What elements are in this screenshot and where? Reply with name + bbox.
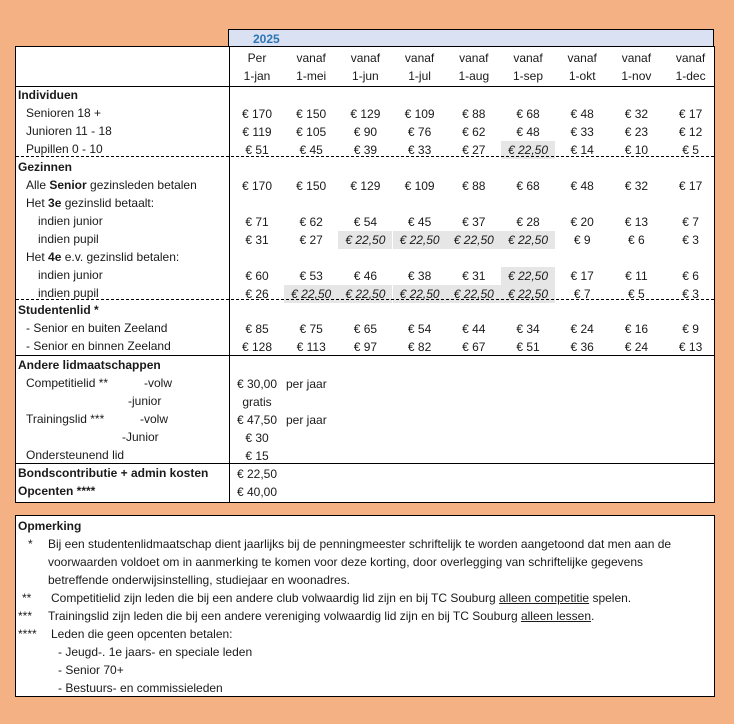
row-label: Pupillen 0 - 10 <box>26 142 103 156</box>
column-header: 1-sep <box>512 69 544 83</box>
label-part: Het <box>26 196 49 210</box>
section-divider <box>16 156 714 157</box>
price-cell: € 76 <box>407 125 432 139</box>
price-cell: € 10 <box>624 143 649 157</box>
label-emphasis: 3e <box>48 196 62 210</box>
price-cell: € 28 <box>516 215 540 229</box>
price-cell: € 170 <box>241 107 273 121</box>
table-row <box>16 195 714 213</box>
row-label <box>26 196 154 210</box>
price-cell: € 128 <box>241 340 273 354</box>
price-cell: € 119 <box>242 125 272 139</box>
row-label: Bondscontributie + admin kosten <box>18 466 209 480</box>
row-label: Junioren 11 - 18 <box>26 124 112 138</box>
price-cell: € 31 <box>245 233 269 247</box>
price-cell: € 32 <box>624 179 649 193</box>
price-cell: € 150 <box>296 107 327 121</box>
price-cell: € 68 <box>516 179 540 193</box>
row-label: Opcenten **** <box>18 484 96 498</box>
price-cell: € 51 <box>516 340 540 354</box>
footnote-marker: *** <box>18 609 33 623</box>
price-cell: € 22,50 <box>501 285 555 303</box>
footnote-emphasis: alleen competitie <box>499 591 590 605</box>
table-row <box>16 285 714 303</box>
price-cell: € 20 <box>570 215 594 229</box>
header-row-top <box>16 49 714 67</box>
section-gezinnen <box>16 159 714 177</box>
price-cell: € 23 <box>624 125 649 139</box>
fee-table <box>15 46 715 503</box>
label-part: Alle <box>26 178 50 192</box>
section-title: Andere lidmaatschappen <box>18 358 161 372</box>
section-studentenlid <box>16 302 714 320</box>
row-label: Competitielid ** <box>26 376 109 390</box>
section-title: Studentenlid * <box>18 303 99 317</box>
column-header: vanaf <box>404 51 435 65</box>
column-header: 1-jun <box>352 69 379 83</box>
column-header: vanaf <box>567 51 597 65</box>
price-cell: € 31 <box>462 269 486 283</box>
section-andere <box>16 357 714 375</box>
row-label <box>26 250 179 264</box>
column-header: vanaf <box>459 51 489 65</box>
row-label: indien junior <box>38 214 103 228</box>
price-cell: € 85 <box>245 322 269 336</box>
price-cell: € 129 <box>350 107 381 121</box>
price-cell: € 27 <box>299 233 323 247</box>
table-row <box>16 411 714 429</box>
price-cell: € 22,50 <box>501 267 555 285</box>
price-cell: € 54 <box>407 322 432 336</box>
table-row <box>16 429 714 447</box>
footnote-text: Bij een studentenlidmaatschap dient jaarlijks bij de penningmeester schriftelijk te worden aangetoond dat men aan de <box>48 537 672 551</box>
column-header: 1-jul <box>408 69 431 83</box>
price-cell: € 11 <box>625 269 648 283</box>
year-label: 2025 <box>253 32 280 46</box>
header-row-bottom <box>16 67 714 85</box>
footnote-text-part: . <box>591 609 595 623</box>
column-header: 1-jan <box>243 69 271 83</box>
price-cell: € 30,00 <box>236 377 278 391</box>
price-cell: € 109 <box>404 179 435 193</box>
price-cell: gratis <box>242 395 272 409</box>
column-header: 1-okt <box>568 69 596 83</box>
table-row <box>16 105 714 123</box>
footnote-marker: **** <box>18 627 37 641</box>
price-cell: € 53 <box>299 269 323 283</box>
price-cell: € 33 <box>570 125 594 139</box>
price-cell: € 88 <box>462 107 486 121</box>
price-cell: € 37 <box>462 215 486 229</box>
footnote-text <box>51 589 631 607</box>
label-part: e.v. gezinslid betalen: <box>61 250 180 264</box>
price-cell: € 60 <box>245 269 269 283</box>
row-label: Trainingslid *** <box>26 412 105 426</box>
label-part: Het <box>26 250 49 264</box>
footnote-emphasis: alleen lessen <box>520 609 592 623</box>
price-cell: € 48 <box>570 179 594 193</box>
price-cell: € 22,50 <box>501 141 555 159</box>
price-cell: € 97 <box>353 340 378 354</box>
price-cell: € 67 <box>462 340 486 354</box>
price-cell: € 46 <box>353 269 378 283</box>
price-cell: € 47,50 <box>236 413 278 427</box>
remarks-title: Opmerking <box>18 519 82 533</box>
price-cell: € 16 <box>624 322 649 336</box>
column-header: vanaf <box>296 51 326 65</box>
footnote-list-item: - Bestuurs- en commissieleden <box>58 681 223 695</box>
row-sublabel: -volw <box>144 376 173 390</box>
price-cell: € 5 <box>628 287 645 301</box>
price-cell: € 17 <box>570 269 594 283</box>
label-part: gezinslid betaalt: <box>61 196 155 210</box>
table-row <box>16 320 714 338</box>
price-cell: € 113 <box>296 340 326 354</box>
column-header: 1-aug <box>458 69 490 83</box>
year-header-cell <box>228 29 714 46</box>
price-cell: € 22,50 <box>338 285 392 303</box>
price-cell: € 22,50 <box>284 285 338 303</box>
row-label <box>26 178 197 192</box>
price-cell: € 17 <box>678 107 703 121</box>
section-title: Gezinnen <box>18 160 73 174</box>
footnote-list-item: - Senior 70+ <box>58 663 124 677</box>
section-divider <box>16 463 714 464</box>
price-cell: € 13 <box>624 215 649 229</box>
price-cell: € 38 <box>407 269 432 283</box>
table-row <box>16 213 714 231</box>
price-cell: € 105 <box>296 125 327 139</box>
label-part: gezinsleden betalen <box>86 178 197 192</box>
label-emphasis: 4e <box>48 250 62 264</box>
table-row <box>16 267 714 285</box>
column-header: Per <box>247 51 267 65</box>
price-cell: € 22,50 <box>447 231 501 249</box>
price-cell: € 34 <box>516 322 540 336</box>
table-row <box>16 483 714 501</box>
price-cell: € 65 <box>353 322 378 336</box>
column-header: 1-dec <box>675 69 706 83</box>
price-cell: € 30 <box>245 431 269 445</box>
row-label: indien junior <box>38 268 103 282</box>
column-header: vanaf <box>350 51 381 65</box>
remarks-box <box>15 515 715 697</box>
column-header: 1-nov <box>621 69 652 83</box>
price-cell: € 150 <box>296 179 327 193</box>
row-label: Senioren 18 + <box>26 106 102 120</box>
row-label: - Senior en buiten Zeeland <box>26 321 168 335</box>
table-row <box>16 338 714 356</box>
price-cell: € 45 <box>407 215 432 229</box>
price-cell: € 22,50 <box>236 467 278 481</box>
price-cell: € 62 <box>299 215 323 229</box>
table-row <box>16 375 714 393</box>
footnote-text: betreffende onderwijsinstelling, studiejaar en woonadres. <box>48 573 350 587</box>
price-cell: € 15 <box>245 449 269 463</box>
price-cell: € 5 <box>682 143 699 157</box>
table-row <box>16 249 714 267</box>
price-cell: € 22,50 <box>393 285 447 303</box>
price-cell: € 17 <box>678 179 703 193</box>
price-cell: € 26 <box>245 287 269 301</box>
price-cell: € 22,50 <box>447 285 501 303</box>
price-cell: € 9 <box>682 322 699 336</box>
price-cell: € 3 <box>682 287 699 301</box>
price-cell: € 7 <box>573 287 591 301</box>
section-title: Individuen <box>18 88 78 102</box>
price-cell: € 45 <box>299 143 323 157</box>
price-cell: € 6 <box>628 233 645 247</box>
price-cell: € 88 <box>462 179 486 193</box>
price-cell: € 22,50 <box>393 231 447 249</box>
row-label: indien pupil <box>38 232 99 246</box>
row-label: - Senior en binnen Zeeland <box>26 339 171 353</box>
label-emphasis: Senior <box>49 178 87 192</box>
price-cell: € 12 <box>678 125 703 139</box>
table-row <box>16 177 714 195</box>
table-row <box>16 123 714 141</box>
price-cell: € 129 <box>350 179 381 193</box>
price-cell: € 62 <box>462 125 486 139</box>
row-label: indien pupil <box>38 286 99 300</box>
table-row <box>16 231 714 249</box>
price-cell: € 3 <box>682 233 699 247</box>
row-sublabel: -Junior <box>122 430 159 444</box>
column-header: vanaf <box>513 51 543 65</box>
price-cell: € 71 <box>245 215 269 229</box>
footnote-list-item: - Jeugd-. 1e jaars- en speciale leden <box>58 645 253 659</box>
price-cell: € 48 <box>516 125 540 139</box>
price-cell: € 82 <box>407 340 432 354</box>
price-unit: per jaar <box>286 377 327 391</box>
row-sublabel: -junior <box>128 394 162 408</box>
price-cell: € 40,00 <box>236 485 278 499</box>
price-cell: € 51 <box>245 143 269 157</box>
footnote-text <box>48 607 594 625</box>
footnote-text: voorwaarden voldoet om in aanmerking te komen voor deze korting, door overlegging van schriftelijke gegevens <box>48 555 644 569</box>
price-cell: € 27 <box>462 143 486 157</box>
price-cell: € 44 <box>462 322 486 336</box>
column-header: vanaf <box>621 51 652 65</box>
price-cell: € 90 <box>353 125 378 139</box>
price-cell: € 68 <box>516 107 540 121</box>
footnote-text-part: spelen. <box>589 591 632 605</box>
price-cell: € 39 <box>353 143 378 157</box>
footnote-marker: ** <box>22 591 32 605</box>
price-cell: € 170 <box>241 179 273 193</box>
price-cell: € 7 <box>682 215 699 229</box>
price-cell: € 22,50 <box>338 231 392 249</box>
price-cell: € 36 <box>570 340 594 354</box>
price-cell: € 75 <box>299 322 323 336</box>
table-row <box>16 465 714 483</box>
price-cell: € 22,50 <box>501 231 555 249</box>
row-sublabel: -volw <box>140 412 169 426</box>
section-divider <box>16 299 714 300</box>
footnote-text: Leden die geen opcenten betalen: <box>51 627 233 641</box>
price-cell: € 33 <box>407 143 432 157</box>
price-cell: € 9 <box>573 233 591 247</box>
price-cell: € 13 <box>678 340 703 354</box>
price-cell: € 6 <box>682 269 699 283</box>
price-cell: € 48 <box>570 107 594 121</box>
price-cell: € 32 <box>624 107 649 121</box>
footnote-text-part: Trainingslid zijn leden die bij een andere vereniging volwaardig lid zijn en bij TC Souburg <box>48 609 521 623</box>
price-cell: € 109 <box>404 107 435 121</box>
column-header: vanaf <box>675 51 706 65</box>
price-cell: € 24 <box>624 340 649 354</box>
section-divider <box>16 355 714 356</box>
price-cell: € 54 <box>353 215 378 229</box>
price-cell: € 24 <box>570 322 594 336</box>
footnote-text-part: Competitielid zijn leden die bij een andere club volwaardig lid zijn en bij TC Souburg <box>51 591 500 605</box>
table-row <box>16 393 714 411</box>
row-label: Ondersteunend lid <box>26 448 125 462</box>
price-cell: € 14 <box>570 143 594 157</box>
footnote-marker: * <box>28 537 33 551</box>
section-individuen <box>16 87 714 105</box>
column-header: 1-mei <box>296 69 327 83</box>
price-unit: per jaar <box>286 413 327 427</box>
